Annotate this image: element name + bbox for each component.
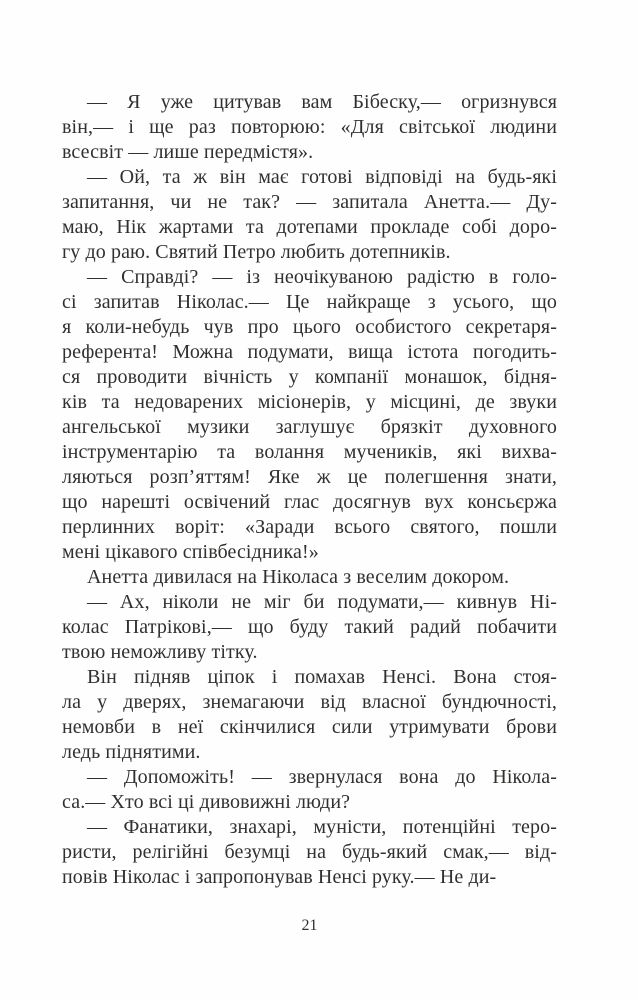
text-line: ристи, релігійні безумці на будь-який смак,— від- xyxy=(62,841,557,863)
paragraph xyxy=(62,815,557,890)
text-line: мені цікавого співбесідника!» xyxy=(62,541,319,563)
paragraph xyxy=(62,165,557,265)
text-line: маю, Нік жартами та дотепами прокладе собі доро- xyxy=(62,216,557,238)
paragraph xyxy=(62,565,557,590)
paragraph xyxy=(62,90,557,165)
text-line: ангельської музики заглушує брязкіт духовного xyxy=(62,416,557,438)
text-line: — Справді? — із неочікуваною радістю в голо- xyxy=(87,266,557,288)
text-line: запитання, чи не так? — запитала Анетта.— Ду- xyxy=(62,191,557,213)
page-number: 21 xyxy=(301,917,318,934)
text-line: твою неможливу тітку. xyxy=(62,641,258,663)
text-line: ла у дверях, знемагаючи від власної бундючності, xyxy=(62,691,557,713)
paragraph xyxy=(62,265,557,565)
text-line: Анетта дивилася на Ніколаса з веселим докором. xyxy=(87,566,510,588)
text-line: ляються розп’яттям! Яке ж це полегшення знати, xyxy=(62,466,557,488)
text-line: інструментарію та волання мучеників, які вихва- xyxy=(62,441,557,463)
paragraph xyxy=(62,765,557,815)
text-line: всесвіт — лише передмістя». xyxy=(62,141,314,163)
text-line: колас Патрікові,— що буду такий радий побачити xyxy=(62,616,557,638)
text-line: — Допоможіть! — звернулася вона до Нікола- xyxy=(87,766,557,788)
text-line: ків та недоварених місіонерів, у місцині, де звуки xyxy=(62,391,557,413)
text-line: Він підняв ціпок і помахав Ненсі. Вона стоя- xyxy=(87,666,557,688)
text-line: повів Ніколас і запропонував Ненсі руку.— Не ди- xyxy=(62,866,497,888)
text-line: перлинних воріт: «Заради всього святого, пошли xyxy=(62,516,557,538)
text-line: я коли-небудь чув про цього особистого секретаря- xyxy=(62,316,557,338)
text-line: ледь піднятими. xyxy=(62,741,201,763)
text-line: сі запитав Ніколас.— Це найкраще з усього, що xyxy=(62,291,557,313)
text-line: що нарешті освічений глас досягнув вух консьєржа xyxy=(62,491,557,513)
text-line: са.— Хто всі ці дивовижні люди? xyxy=(62,791,351,813)
text-line: він,— і ще раз повторюю: «Для світської людини xyxy=(62,116,557,138)
paragraph xyxy=(62,665,557,765)
text-line: ся проводити вічність у компанії монашок, бідня- xyxy=(62,366,557,388)
text-line: референта! Можна подумати, вища істота погодить- xyxy=(62,341,557,363)
page-text xyxy=(62,90,557,890)
text-line: гу до раю. Святий Петро любить дотепників. xyxy=(62,241,451,263)
paragraph xyxy=(62,590,557,665)
text-line: — Ой, та ж він має готові відповіді на будь-які xyxy=(87,166,557,188)
text-line: — Ах, ніколи не міг би подумати,— кивнув Ні- xyxy=(87,591,557,613)
text-line: немовби в неї скінчилися сили утримувати брови xyxy=(62,716,557,738)
text-line: — Фанатики, знахарі, муністи, потенційні теро- xyxy=(87,816,557,838)
text-line: — Я уже цитував вам Бібеску,— огризнувся xyxy=(87,91,557,113)
